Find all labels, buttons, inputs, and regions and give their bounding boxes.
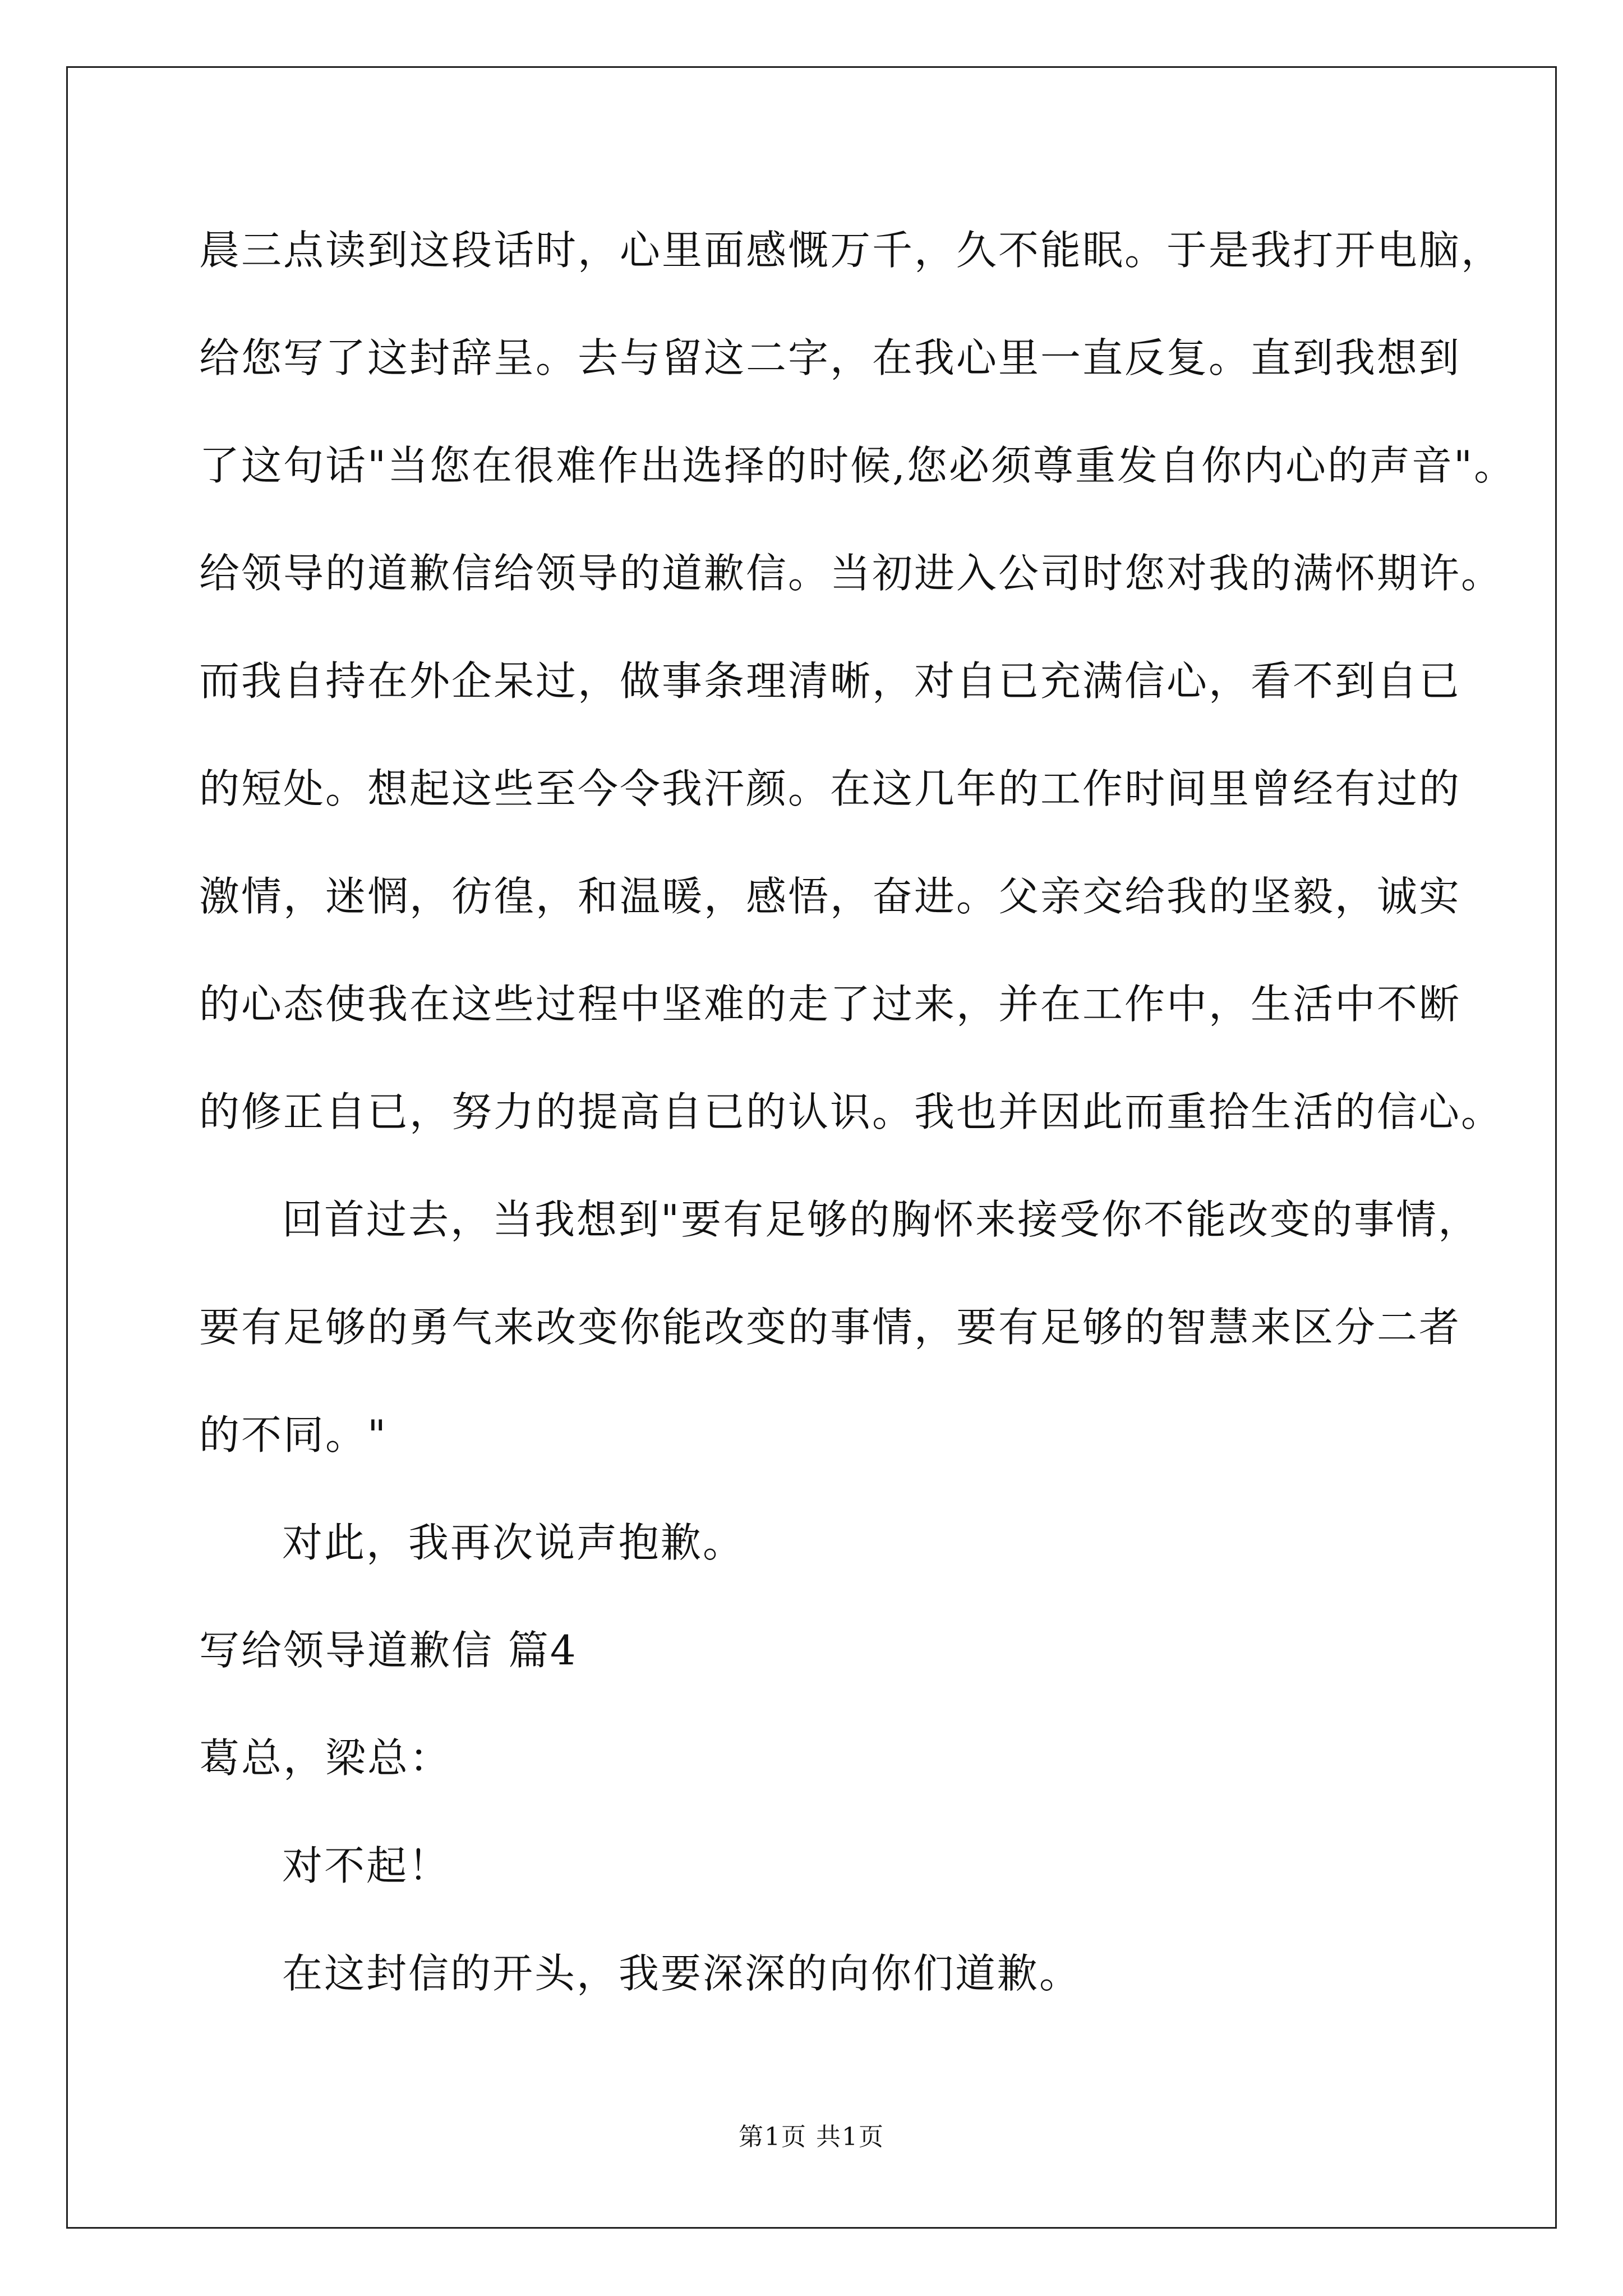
paragraph-line: 对此，我再次说声抱歉。 xyxy=(282,1519,745,1566)
paragraph-line: 而我自持在外企呆过，做事条理清晰，对自已充满信心，看不到自已 xyxy=(199,657,1461,705)
paragraph-line: 的修正自已，努力的提高自已的认识。我也并因此而重拾生活的信心。 xyxy=(199,1088,1504,1135)
paragraph-line: 给您写了这封辞呈。去与留这二字，在我心里一直反复。直到我想到 xyxy=(199,334,1461,381)
salutation: 葛总，梁总： xyxy=(199,1734,452,1782)
paragraph-line: 要有足够的勇气来改变你能改变的事情，要有足够的智慧来区分二者 xyxy=(199,1304,1461,1351)
paragraph-line: 在这封信的开头，我要深深的向你们道歉。 xyxy=(282,1950,1082,1997)
section-heading: 写给领导道歉信 篇4 xyxy=(199,1627,578,1674)
paragraph-line: 激情，迷惘，彷徨，和温暖，感悟，奋进。父亲交给我的坚毅，诚实 xyxy=(199,873,1461,920)
paragraph-line: 的心态使我在这些过程中坚难的走了过来，并在工作中，生活中不断 xyxy=(199,981,1461,1028)
paragraph-line: 的不同。" xyxy=(199,1411,388,1458)
page-border xyxy=(66,66,1557,2229)
paragraph-line: 了这句话"当您在很难作出选择的时候,您必须尊重发自你内心的声音"。 xyxy=(199,442,1516,489)
paragraph-line: 晨三点读到这段话时，心里面感慨万千，久不能眠。于是我打开电脑， xyxy=(199,227,1504,274)
paragraph-line: 的短处。想起这些至今令我汗颜。在这几年的工作时间里曾经有过的 xyxy=(199,765,1461,812)
paragraph-line: 对不起！ xyxy=(282,1842,451,1889)
page-footer: 第1页 共1页 xyxy=(739,2123,884,2151)
paragraph-line: 给领导的道歉信给领导的道歉信。当初进入公司时您对我的满怀期许。 xyxy=(199,550,1504,597)
paragraph-line: 回首过去，当我想到"要有足够的胸怀来接受你不能改变的事情， xyxy=(282,1196,1481,1243)
